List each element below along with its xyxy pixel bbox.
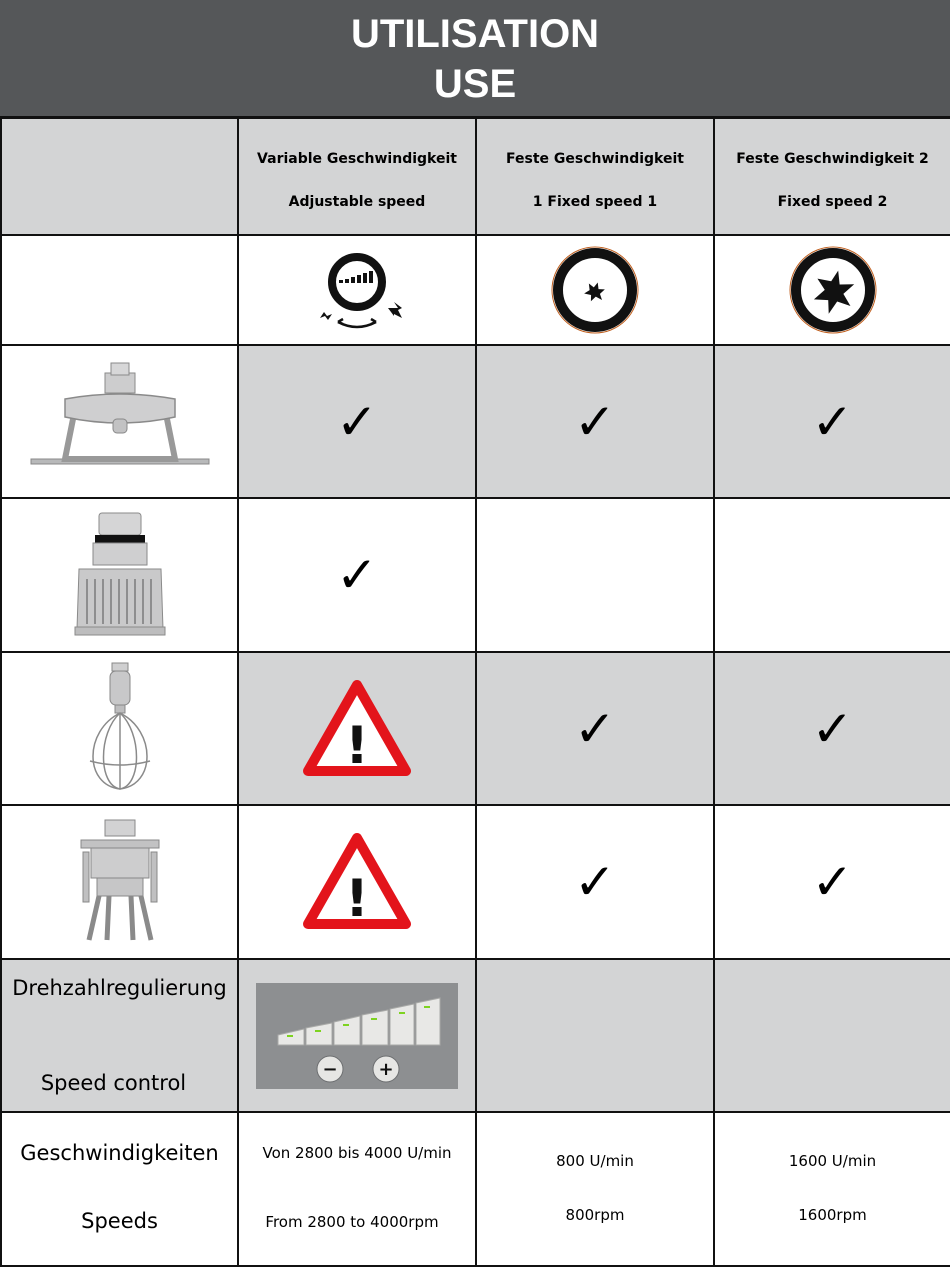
cell-check (476, 345, 714, 498)
speed-control-label-en: Speed control (40, 1071, 187, 1095)
speed-control-panel-cell (238, 959, 476, 1112)
corner-cell (1, 118, 238, 235)
check-icon: ✓ (811, 699, 854, 758)
fixed-speed-1-icon-cell (476, 235, 714, 345)
page-header (0, 0, 950, 118)
cell-check (476, 805, 714, 959)
speed-value-en: 1600rpm (798, 1206, 867, 1224)
column-header-variable (238, 118, 476, 235)
speeds-label-en: Speeds (81, 1209, 158, 1233)
speeds-label-cell (1, 1112, 238, 1266)
column-header-fixed-1 (476, 118, 714, 235)
column-header-de: Feste Geschwindigkeit (506, 151, 684, 167)
tool-image-cell (1, 652, 238, 805)
check-icon: ✓ (811, 392, 854, 451)
cell-check (714, 805, 950, 959)
tool-image-cell (1, 805, 238, 959)
speed-control-panel-icon (256, 983, 458, 1089)
icon-row (1, 235, 950, 345)
check-icon: ✓ (811, 853, 854, 911)
check-icon: ✓ (574, 853, 616, 911)
usage-table (0, 117, 950, 1267)
cell-warning (238, 652, 476, 805)
warning-triangle-icon (302, 832, 412, 932)
whisk-attachment-icon (80, 661, 160, 797)
minus-button-label: − (322, 1058, 338, 1080)
column-header-en: Fixed speed 2 (777, 194, 888, 210)
speed-control-row (1, 959, 950, 1112)
tool-image-cell (1, 345, 238, 498)
column-header-fixed-2 (714, 118, 950, 235)
speeds-row (1, 1112, 950, 1266)
cell-check (238, 345, 476, 498)
speed-value-cell (476, 1112, 714, 1266)
speeds-label-de: Geschwindigkeiten (20, 1141, 219, 1165)
plus-button-label: + (378, 1058, 394, 1080)
warning-mark: ! (345, 869, 369, 929)
check-icon: ✓ (336, 546, 378, 604)
tool-row-masher (1, 805, 950, 959)
fixed-speed-2-dial-icon (787, 244, 879, 336)
potato-masher-attachment-icon (75, 816, 165, 948)
cell-empty (476, 959, 714, 1112)
column-header-en: 1 Fixed speed 1 (532, 194, 658, 210)
cell-warning (238, 805, 476, 959)
column-header-en: Adjustable speed (288, 194, 426, 210)
tool-row-grater (1, 498, 950, 652)
column-header-de: Feste Geschwindigkeit 2 (736, 151, 929, 167)
cell-empty (476, 498, 714, 652)
speed-control-label-de: Drehzahlregulierung (12, 976, 227, 1000)
speed-control-label-cell (1, 959, 238, 1112)
cell-check (476, 652, 714, 805)
grater-attachment-icon (65, 509, 175, 641)
cell-empty (714, 959, 950, 1112)
speed-value-de: 800 U/min (556, 1152, 634, 1170)
check-icon: ✓ (574, 392, 616, 451)
fixed-speed-1-dial-icon (549, 244, 641, 336)
speed-value-de: Von 2800 bis 4000 U/min (262, 1144, 452, 1162)
column-header-de: Variable Geschwindigkeit (257, 151, 457, 167)
cell-check (714, 345, 950, 498)
warning-mark: ! (345, 715, 369, 776)
tool-row-blender-foot (1, 345, 950, 498)
speed-value-cell (714, 1112, 950, 1266)
warning-triangle-icon (302, 679, 412, 779)
cell-empty (714, 498, 950, 652)
tool-row-whisk (1, 652, 950, 805)
speed-value-de: 1600 U/min (788, 1152, 877, 1170)
tool-image-cell (1, 498, 238, 652)
cell-check (238, 498, 476, 652)
title-line-1: UTILISATION (350, 12, 600, 56)
speed-value-en: From 2800 to 4000rpm (265, 1213, 439, 1231)
variable-speed-dial-icon (302, 250, 412, 330)
cell-check (714, 652, 950, 805)
column-header-row (1, 118, 950, 235)
speed-value-cell (238, 1112, 476, 1266)
check-icon: ✓ (336, 392, 378, 451)
check-icon: ✓ (574, 699, 616, 758)
icon-row-label-cell (1, 235, 238, 345)
variable-speed-icon-cell (238, 235, 476, 345)
fixed-speed-2-icon-cell (714, 235, 950, 345)
title-line-2: USE (433, 62, 517, 106)
speed-value-en: 800rpm (565, 1206, 625, 1224)
blender-foot-attachment-icon (25, 359, 215, 484)
